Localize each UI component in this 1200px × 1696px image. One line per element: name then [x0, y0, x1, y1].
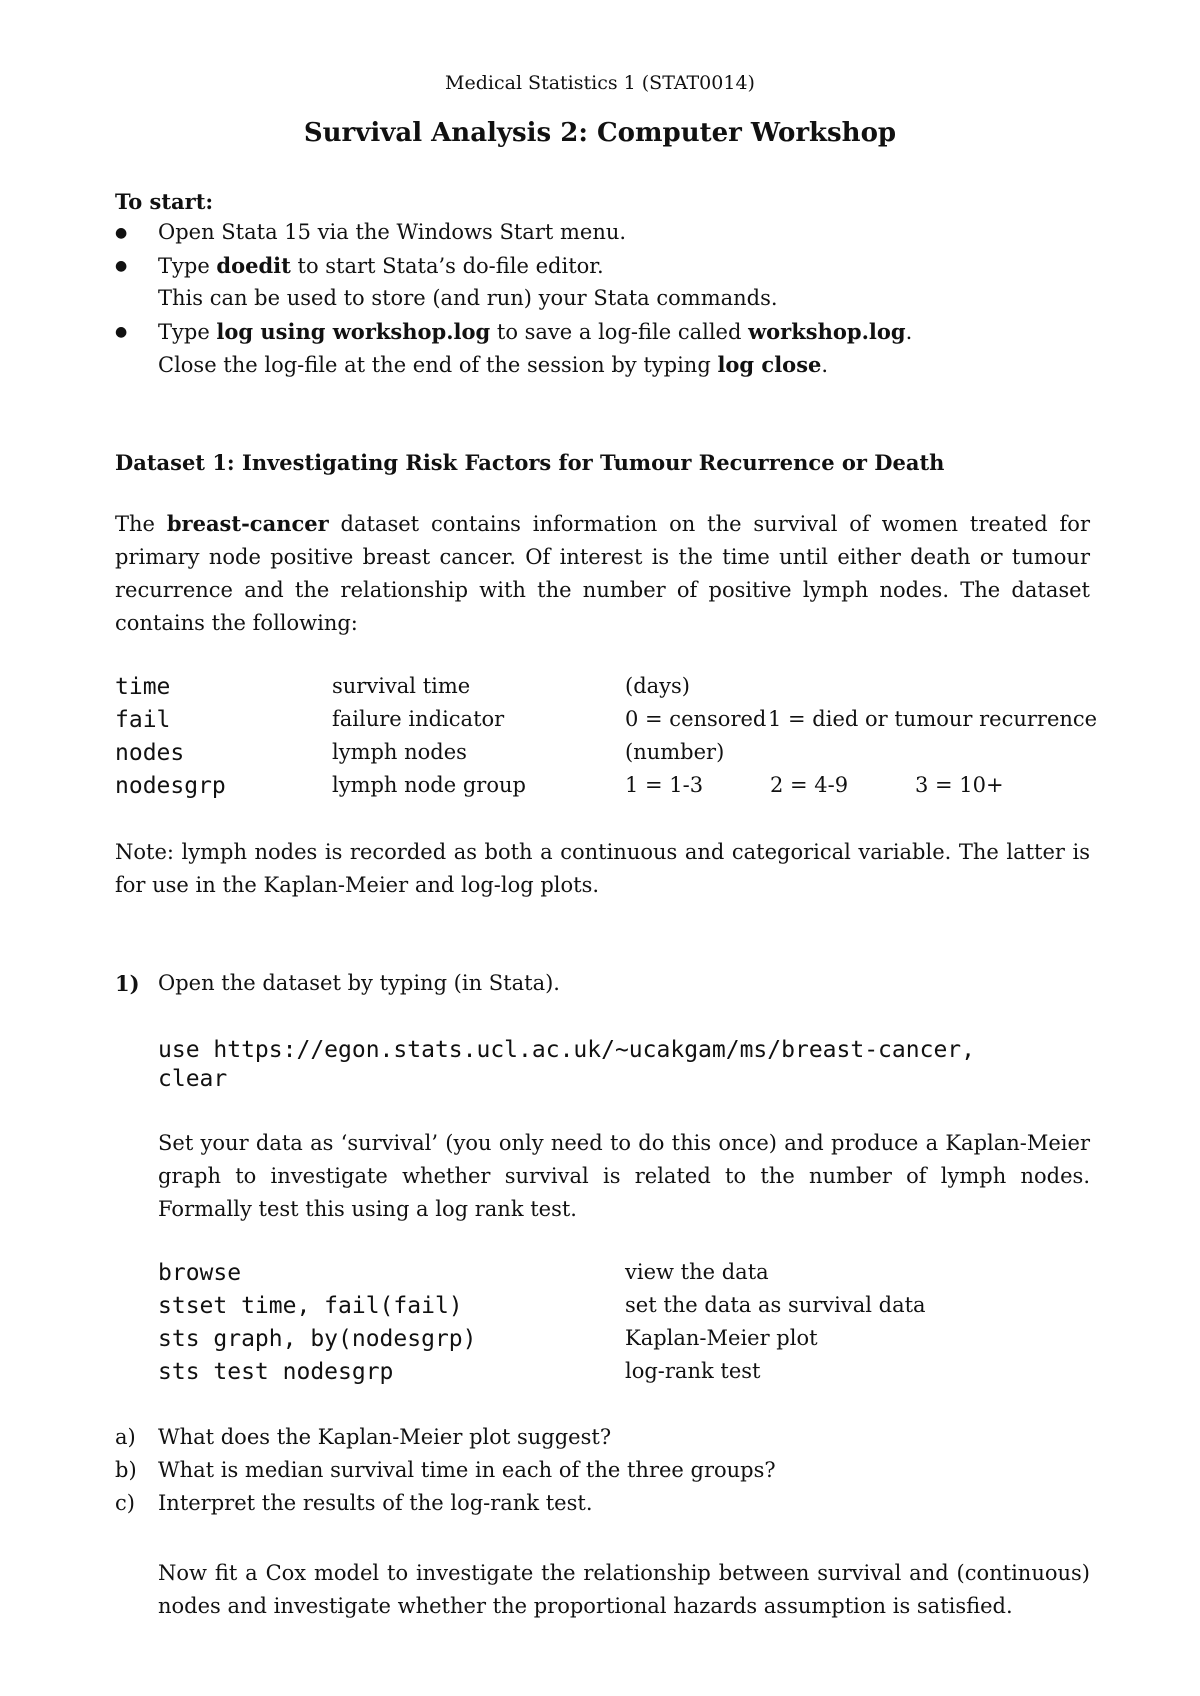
- variable-value: (days): [625, 674, 690, 698]
- use-command-line2: clear: [158, 1066, 228, 1092]
- variable-value: 2 = 4-9: [770, 773, 849, 797]
- use-command-line1: use https://egon.stats.ucl.ac.uk/~ucakgam/ms/breast-cancer,: [158, 1037, 975, 1063]
- subquestion-text: Interpret the results of the log-rank test.: [158, 1491, 593, 1515]
- dataset-name: breast-cancer: [166, 511, 329, 536]
- question-number: 1): [115, 971, 140, 996]
- variable-name: nodes: [115, 740, 185, 766]
- bullet-log-close: Close the log-file at the end of the session by typing log close.: [158, 352, 829, 377]
- variable-value: 3 = 10+: [915, 773, 1004, 797]
- command-description: set the data as survival data: [625, 1293, 926, 1317]
- stata-command: sts graph, by(nodesgrp): [158, 1326, 477, 1352]
- subquestion-text: What does the Kaplan-Meier plot suggest?: [158, 1425, 612, 1449]
- command-description: view the data: [625, 1260, 769, 1284]
- bullet-icon: ●: [115, 324, 128, 340]
- variable-description: survival time: [332, 674, 471, 698]
- bullet-open-stata: Open Stata 15 via the Windows Start menu.: [158, 220, 627, 244]
- variable-description: lymph nodes: [332, 740, 467, 764]
- page-title: Survival Analysis 2: Computer Workshop: [303, 118, 897, 148]
- stata-command: stset time, fail(fail): [158, 1293, 463, 1319]
- variable-name: time: [115, 674, 171, 700]
- doedit-command: doedit: [216, 253, 291, 278]
- cox-model-instructions: Now fit a Cox model to investigate the relationship between survival and (continuous) nodes and investigate whether the proportional hazards assumption is satisfied.: [158, 1561, 1090, 1618]
- log-using-command: log using workshop.log: [216, 319, 491, 344]
- dataset-note: Note: lymph nodes is recorded as both a continuous and categorical variable. The latter is for use in the Kaplan-Meier and log-log plots.: [115, 840, 1090, 897]
- subquestion-label: c): [115, 1491, 135, 1515]
- stset-instructions: Set your data as ‘survival’ (you only need to do this once) and produce a Kaplan-Meier graph to investigate whether survival is related to the number of lymph nodes. Formally test this using a log rank test.: [158, 1131, 1090, 1221]
- log-close-command: log close: [717, 352, 822, 377]
- variable-value: 1 = died or tumour recurrence: [768, 707, 1098, 731]
- variable-value: (number): [625, 740, 725, 764]
- bullet-doedit: Type doedit to start Stata’s do-file editor.: [158, 253, 604, 278]
- bullet-icon: ●: [115, 225, 128, 241]
- command-description: log-rank test: [625, 1359, 761, 1383]
- variable-name: fail: [115, 707, 171, 733]
- variable-description: failure indicator: [332, 707, 505, 731]
- variable-description: lymph node group: [332, 773, 526, 797]
- question-text: Open the dataset by typing (in Stata).: [158, 971, 560, 995]
- variable-value: 1 = 1-3: [625, 773, 704, 797]
- subquestion-text: What is median survival time in each of the three groups?: [158, 1458, 776, 1482]
- bullet-doedit-line2: This can be used to store (and run) your Stata commands.: [158, 286, 778, 310]
- bullet-icon: ●: [115, 258, 128, 274]
- stata-command: sts test nodesgrp: [158, 1359, 394, 1385]
- dataset-intro: The breast-cancer dataset contains information on the survival of women treated for primary node positive breast cancer. Of interest is the time until either death or tumour recurrence and the relationship with the number of positive lymph nodes. The dataset contains the following:: [115, 511, 1090, 635]
- to-start-heading: To start:: [115, 189, 214, 214]
- log-filename: workshop.log: [748, 319, 906, 344]
- variable-name: nodesgrp: [115, 773, 226, 799]
- subquestion-label: b): [115, 1458, 137, 1482]
- stata-command: browse: [158, 1260, 242, 1286]
- dataset-heading: Dataset 1: Investigating Risk Factors for Tumour Recurrence or Death: [115, 450, 945, 475]
- bullet-log-using: Type log using workshop.log to save a log-file called workshop.log.: [158, 319, 913, 344]
- course-header: Medical Statistics 1 (STAT0014): [445, 72, 755, 94]
- variable-value: 0 = censored: [625, 707, 767, 731]
- command-description: Kaplan-Meier plot: [625, 1326, 818, 1350]
- subquestion-label: a): [115, 1425, 136, 1449]
